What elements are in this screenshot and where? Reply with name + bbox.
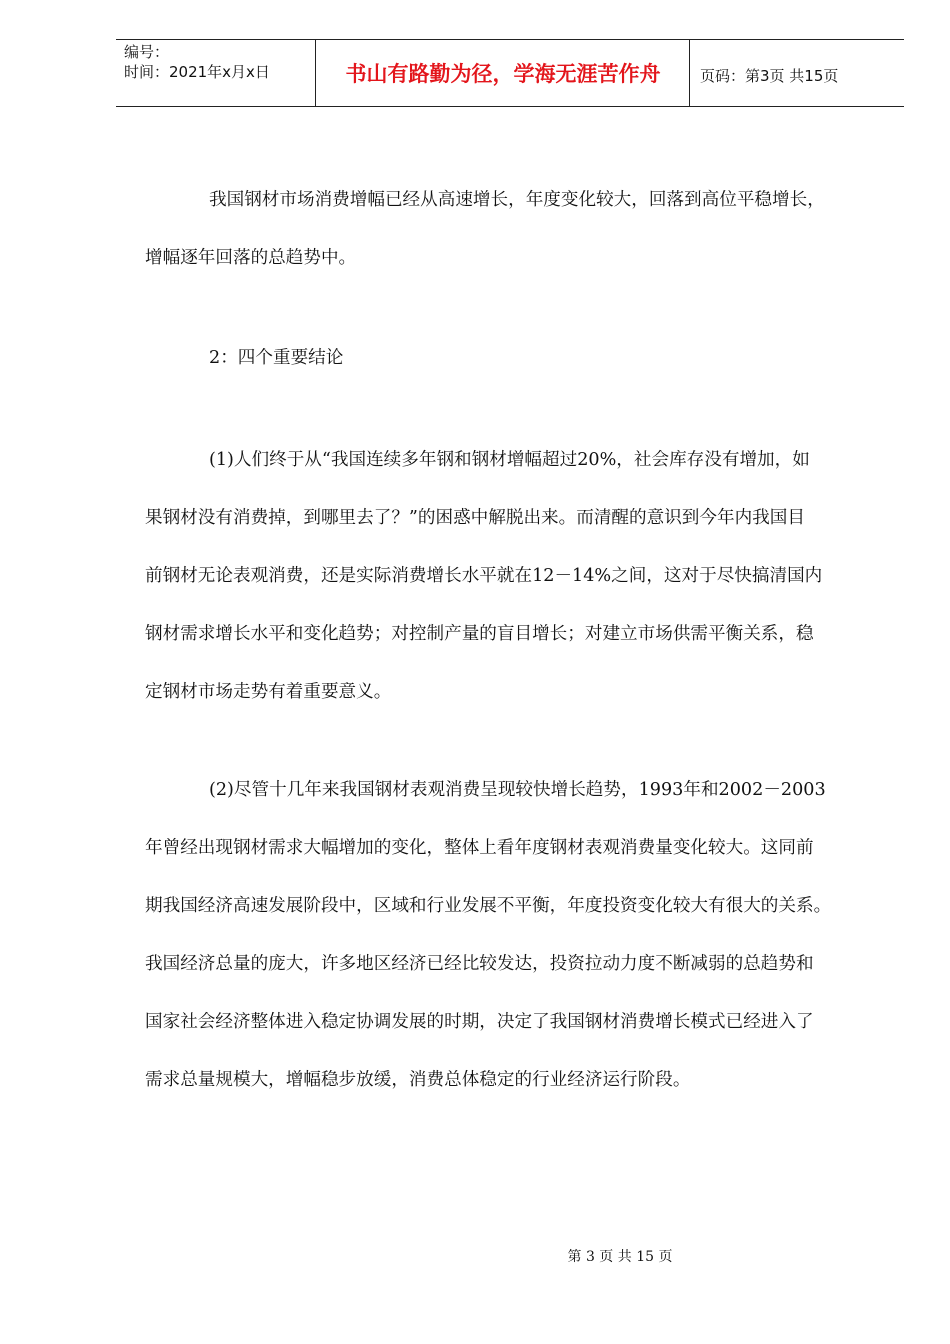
- header-time-label: 时间：2021年x月x日: [124, 63, 270, 81]
- header-motto: 书山有路勤为径，学海无涯苦作舟: [345, 62, 661, 86]
- header-meta: [124, 42, 314, 82]
- paragraph-4: [145, 761, 877, 1109]
- paragraph-line: 前钢材无论表观消费，还是实际消费增长水平就在12－14%之间，这对于尽快搞清国内: [145, 566, 823, 586]
- paragraph-line: 我国经济总量的庞大，许多地区经济已经比较发达，投资拉动力度不断减弱的总趋势和: [145, 954, 814, 974]
- paragraph-1: [145, 171, 877, 287]
- paragraph-line: (1)人们终于从“我国连续多年钢和钢材增幅超过20%，社会库存没有增加，如: [209, 450, 810, 470]
- paragraph-line: 需求总量规模大，增幅稳步放缓，消费总体稳定的行业经济运行阶段。: [145, 1070, 691, 1090]
- page-footer: 第 3 页 共 15 页: [567, 1249, 673, 1265]
- header-divider-right: [689, 40, 690, 107]
- paragraph-line: 我国钢材市场消费增幅已经从高速增长，年度变化较大，回落到高位平稳增长，: [209, 190, 825, 210]
- paragraph-line: 增幅逐年回落的总趋势中。: [145, 248, 357, 268]
- paragraph-line: (2)尽管十几年来我国钢材表观消费呈现较快增长趋势，1993年和2002－2003: [209, 780, 826, 800]
- paragraph-3: [145, 431, 877, 721]
- paragraph-line: 钢材需求增长水平和变化趋势；对控制产量的盲目增长；对建立市场供需平衡关系，稳: [145, 624, 814, 644]
- paragraph-line: 年曾经出现钢材需求大幅增加的变化，整体上看年度钢材表观消费量变化较大。这同前: [145, 838, 814, 858]
- section-heading-text: 2：四个重要结论: [209, 348, 344, 368]
- header-page-info: 页码：第3页 共15页: [700, 67, 839, 85]
- paragraph-line: 定钢材市场走势有着重要意义。: [145, 682, 392, 702]
- page-header: [116, 39, 904, 107]
- paragraph-line: 果钢材没有消费掉，到哪里去了？”的困惑中解脱出来。而清醒的意识到今年内我国目: [145, 508, 805, 528]
- paragraph-line: 期我国经济高速发展阶段中，区域和行业发展不平衡，年度投资变化较大有很大的关系。: [145, 896, 832, 916]
- header-number-label: 编号：: [124, 43, 170, 61]
- section-heading: [145, 329, 877, 387]
- paragraph-line: 国家社会经济整体进入稳定协调发展的时期，决定了我国钢材消费增长模式已经进入了: [145, 1012, 814, 1032]
